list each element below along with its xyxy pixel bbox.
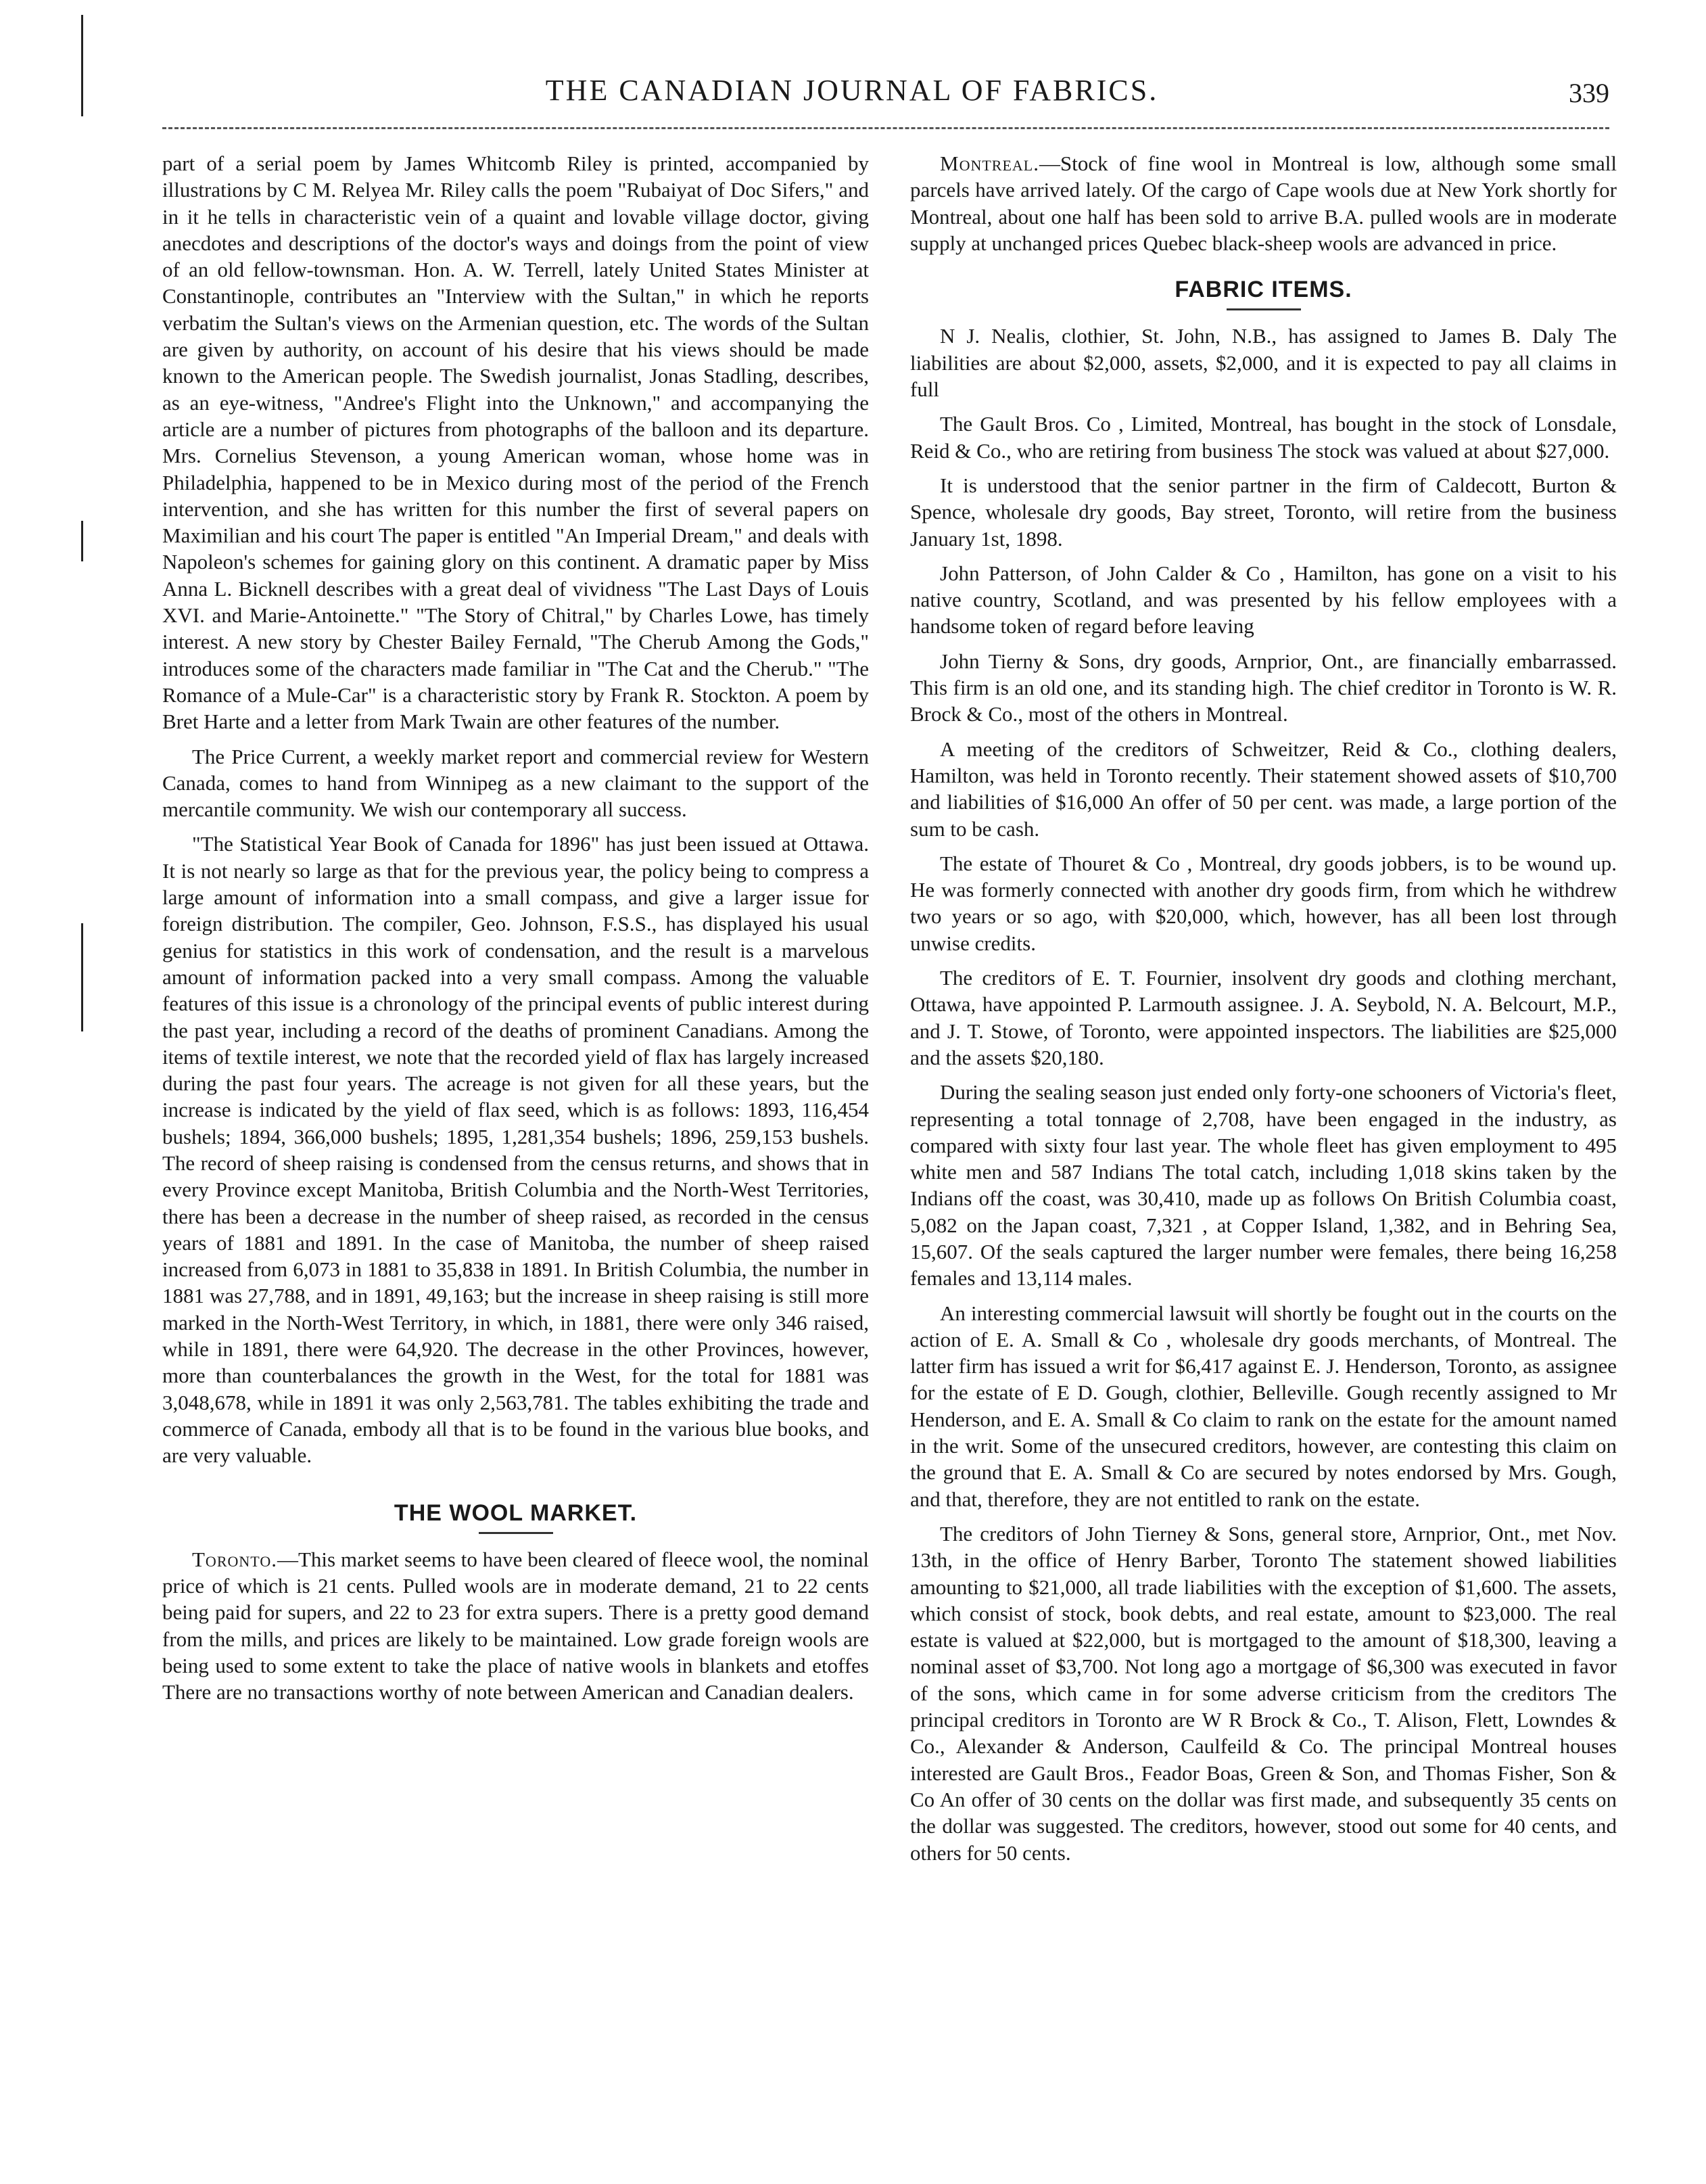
left-column [162,150,869,1714]
heading-rule [479,1532,553,1534]
margin-mark [81,521,83,561]
city-label: Montreal. [940,152,1039,175]
fabric-items-heading: FABRIC ITEMS. [1175,277,1352,303]
fabric-item: It is understood that the senior partner in the firm of Caldecott, Burton & Spence, wholesale dry goods, Bay street, Toronto, will retire from the business January 1st, 1898. [910,473,1617,551]
fabric-item: N J. Nealis, clothier, St. John, N.B., has assigned to James B. Daly The liabilities are about $2,000, assets, $2,000, and it is expected to pay all claims in full [910,324,1617,402]
fabric-item: The creditors of E. T. Fournier, insolvent dry goods and clothing merchant, Ottawa, have appointed P. Larmouth assignee. J. A. Seybold, N. A. Belcourt, M.P., and J. T. Stowe, of Toronto, were appointed inspectors. The liabilities are $25,000 and the assets $20,180. [910,966,1617,1069]
header-rule [162,127,1609,129]
fabric-item: During the sealing season just ended only forty-one schooners of Victoria's fleet, representing a total tonnage of 2,708, have been engaged in the industry, as compared with sixty four last year. The whole fleet has given employment to 495 white men and 587 Indians The total catch, including 1,018 skins taken by the Indians off the coast, was 30,410, made up as follows On British Columbia coast, 5,082 on the Japan coast, 7,321 , at Copper Island, 1,382, and in Behring Sea, 15,607. Of the seals captured the larger number were females, there being 16,258 females and 13,114 males. [910,1080,1617,1291]
fabric-item: The creditors of John Tierney & Sons, general store, Arnprior, Ont., met Nov. 13th, in the office of Henry Barber, Toronto The statement showed liabilities amounting to $21,000, all trade liabilities with the exception of $1,600. The assets, which consist of stock, book debts, and real estate, amount to $23,000. The real estate is valued at $22,000, but is mortgaged to the amount of $18,300, leaving a nominal asset of $3,700. Not long ago a mortgage of $6,300 was executed in favor of the sons, which came in for some adverse criticism from the creditors The principal creditors in Toronto are W R Brock & Co., T. Alison, Flett, Lowndes & Co., Alexander & Anderson, Caulfeild & Co. The principal Montreal houses interested are Gault Bros., Feador Boas, Green & Son, and Thomas Fisher, Son & Co An offer of 30 cents on the dollar was first made, and subsequently 35 cents on the dollar was suggested. The creditors, however, stood out some for 40 cents, and others for 50 cents. [910,1521,1617,1865]
page-header [162,73,1609,127]
fabric-item: An interesting commercial lawsuit will shortly be fought out in the courts on the action of E. A. Small & Co , wholesale dry goods merchants, of Montreal. The latter firm has issued a writ for $6,417 against E. J. Henderson, Toronto, as assignee for the estate of E D. Gough, clothier, Belleville. Gough recently assigned to Mr Henderson, and E. A. Small & Co claim to rank on the estate for the amount named in the writ. Some of the unsecured creditors, however, are contesting this claim on the ground that E. A. Small & Co are secured by notes endorsed by Mrs. Gough, and that, therefore, they are not entitled to rank on the estate. [910,1301,1617,1511]
article-paragraph: The Price Current, a weekly market report and commercial review for Western Canada, comes to hand from Winnipeg as a new claimant to the support of the mercantile community. We wish our contemporary all success. [162,744,869,822]
market-text: —This market seems to have been cleared of fleece wool, the nominal price of which is 21 cents. Pulled wools are in moderate demand, 21 to 22 cents being paid for supers, and 22 to 23 for extra supers. There is a pretty good demand from the mills, and prices are likely to be maintained. Low grade foreign wools are being used to some extent to take the place of native wools in blankets and etoffes There are no transactions worthy of note between American and Canadian dealers. [162,1547,869,1704]
wool-market-paragraph [162,1546,869,1706]
fabric-item: John Tierny & Sons, dry goods, Arnprior, Ont., are financially embarrassed. This firm is an old one, and its standing high. The chief creditor in Toronto is W. R. Brock & Co., most of the others in Montreal. [910,649,1617,726]
wool-market-heading: THE WOOL MARKET. [394,1500,638,1526]
city-label: Toronto. [192,1547,277,1571]
article-paragraph: "The Statistical Year Book of Canada for 1896" has just been issued at Ottawa. It is not nearly so large as that for the previous year, the policy being to compress a large amount of information into a small compass, and give a larger issue for foreign distribution. The compiler, Geo. Johnson, F.S.S., has displayed his usual genius for statistics in this work of condensation, and the result is a marvelous amount of information packed into a very small compass. Among the valuable features of this issue is a chronology of the principal events of public interest during the past year, including a record of the deaths of prominent Canadians. Among the items of textile interest, we note that the recorded yield of flax has largely increased during the past four years. The acreage is not given for all these years, but the increase is indicated by the yield of flax seed, which is as follows: 1893, 116,454 bushels; 1894, 366,000 bushels; 1895, 1,281,354 bushels; 1896, 259,153 bushels. The record of sheep raising is condensed from the census returns, and shows that in every Province except Manitoba, British Columbia and the North-West Territories, there has been a decrease in the number of sheep raised, as recorded in the census years of 1881 and 1891. In the case of Manitoba, the number of sheep raised increased from 6,073 in 1881 to 35,838 in 1891. In British Columbia, the number in 1881 was 27,788, and in 1891, 49,163; but the increase in sheep raising is still more marked in the North-West Territory, in which, in 1881, there were only 346 raised, while in 1891, there were 64,920. The decrease in the other Provinces, however, more than counterbalances the growth in the West, for the total for 1881 was 3,048,678, while in 1891 it was only 2,563,781. The tables exhibiting the trade and commerce of Canada, embody all that is to be found in the various blue books, and are very valuable. [162,832,869,1468]
journal-title: THE CANADIAN JOURNAL OF FABRICS. [545,74,1159,107]
fabric-item: John Patterson, of John Calder & Co , Hamilton, has gone on a visit to his native country, Scotland, and was presented by his fellow employees with a handsome token of regard before leaving [910,561,1617,638]
fabric-item: The estate of Thouret & Co , Montreal, dry goods jobbers, is to be wound up. He was formerly connected with another dry goods firm, from which he withdrew two years or so ago, with $20,000, which, however, has all been lost through unwise credits. [910,851,1617,955]
article-paragraph: part of a serial poem by James Whitcomb Riley is printed, accompanied by illustrations by C M. Relyea Mr. Riley calls the poem "Rubaiyat of Doc Sifers," and in it he tells in characteristic vein of a quaint and lovable village doctor, giving anecdotes and descriptions of the doctor's ways and doings from the point of view of an old fellow-townsman. Hon. A. W. Terrell, lately United States Minister at Constantinople, contributes an "Interview with the Sultan," in which he reports verbatim the Sultan's views on the Armenian question, etc. The words of the Sultan are given by authority, on account of his desire that his views should be made known to the American people. The Swedish journalist, Jonas Stadling, describes, as an eye-witness, "Andree's Flight into the Unknown," and accompanying the article are a number of pictures from photographs of the balloon and its departure. Mrs. Cornelius Stevenson, a young American woman, whose home was in Philadelphia, happened to be in Mexico during most of the period of the French intervention, and she has written for this number the first of several papers on Maximilian and his court The paper is entitled "An Imperial Dream," and deals with Napoleon's schemes for gaining glory on this continent. A dramatic paper by Miss Anna L. Bicknell describes with a great deal of vividness "The Last Days of Louis XVI. and Marie-Antoinette." "The Story of Chitral," by Charles Lowe, has timely interest. A new story by Chester Bailey Fernald, "The Cherub Among the Gods," introduces some of the characters made familiar in "The Cat and the Cherub." "The Romance of a Mule-Car" is a characteristic story by Frank R. Stockton. A poem by Bret Harte and a letter from Mark Twain are other features of the number. [162,152,869,734]
margin-mark [81,15,83,116]
page-number: 339 [1569,78,1609,108]
market-text: —Stock of fine wool in Montreal is low, although some small parcels have arrived lately. Of the cargo of Cape wools due at New York shortly for Montreal, about one half has been sold to arrive B.A. pulled wools are in moderate supply at unchanged prices Quebec black-sheep wools are advanced in price. [910,152,1617,255]
heading-rule [1227,308,1301,310]
margin-mark [81,923,83,1031]
right-column [910,150,1617,1874]
fabric-item: A meeting of the creditors of Schweitzer, Reid & Co., clothing dealers, Hamilton, was held in Toronto recently. Their statement showed assets of $10,700 and liabilities of $16,000 An offer of 50 per cent. was made, a large portion of the sum to be cash. [910,737,1617,841]
wool-market-paragraph [910,150,1617,256]
fabric-item: The Gault Bros. Co , Limited, Montreal, has bought in the stock of Lonsdale, Reid & Co., who are retiring from business The stock was valued at about $27,000. [910,412,1617,463]
